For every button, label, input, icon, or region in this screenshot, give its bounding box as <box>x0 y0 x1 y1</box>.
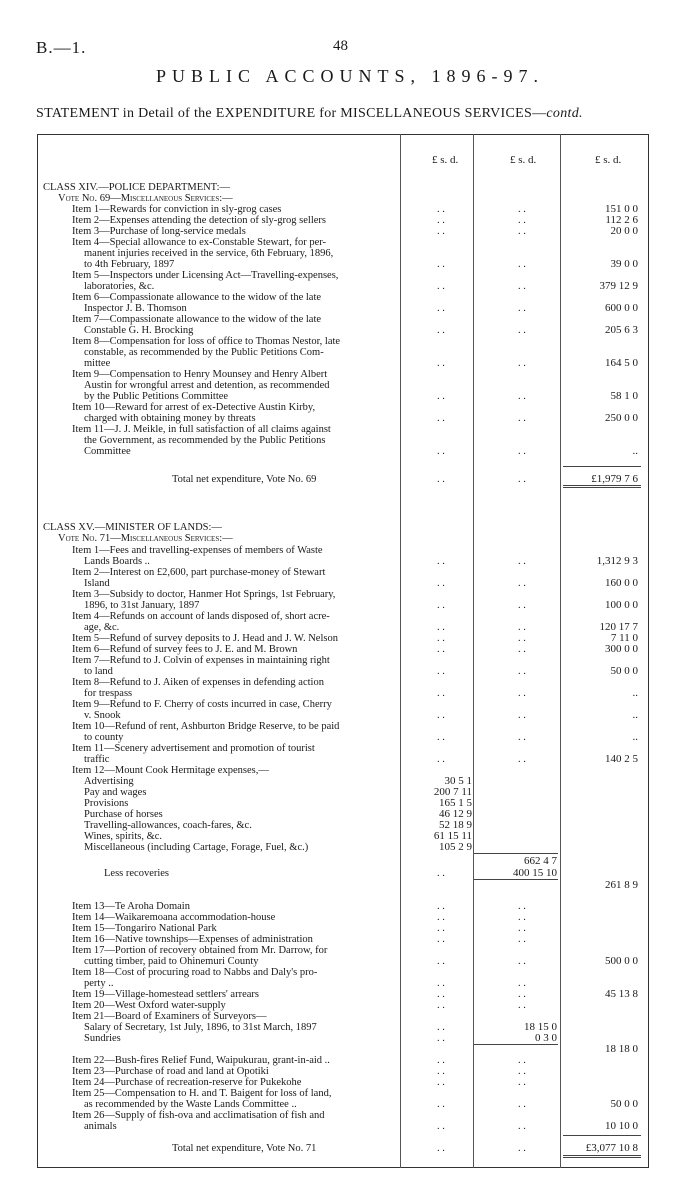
leader-dots: . . <box>518 325 526 336</box>
leader-dots: . . <box>437 578 445 589</box>
leader-dots: . . <box>518 281 526 292</box>
leader-dots: . . <box>437 1022 445 1033</box>
less-recoveries-label: Less recoveries <box>104 868 170 879</box>
hermitage-item: Pay and wages <box>84 787 147 798</box>
line-item: Item 22—Bush-fires Relief Fund, Waipukurau, grant-in-aid .. <box>72 1055 330 1066</box>
statement-heading-main: STATEMENT in Detail of the EXPENDITURE for MISCELLANEOUS SERVICES— <box>36 106 547 121</box>
statement-heading-contd: contd. <box>546 106 583 121</box>
sum-rule <box>563 1135 641 1136</box>
amount: 7 11 0 <box>610 632 638 644</box>
hermitage-item: Miscellaneous (including Cartage, Forage, Fuel, &c.) <box>84 842 309 853</box>
line-item: Item 23—Purchase of road and land at Opotiki <box>72 1066 269 1077</box>
line-item: Island <box>84 578 110 589</box>
leader-dots: . . <box>437 204 445 215</box>
hermitage-item: Wines, spirits, &c. <box>84 831 163 842</box>
amount: 600 0 0 <box>605 302 638 314</box>
amount: 205 6 3 <box>605 324 638 336</box>
sum-rule <box>474 879 558 880</box>
leader-dots: . . <box>437 446 445 457</box>
line-item: traffic <box>84 754 110 765</box>
class-heading: CLASS XV.—MINISTER OF LANDS:— <box>43 522 222 533</box>
line-item: Sundries <box>84 1033 121 1044</box>
leader-dots: . . <box>518 578 526 589</box>
leader-dots: . . <box>518 1055 526 1066</box>
line-item: Item 2—Interest on £2,600, part purchase-money of Stewart <box>72 567 326 578</box>
line-item: Item 10—Refund of rent, Ashburton Bridge Reserve, to be paid <box>72 721 340 732</box>
amount: .. <box>632 687 638 699</box>
line-item: animals <box>84 1121 117 1132</box>
class-heading: CLASS XIV.—POLICE DEPARTMENT:— <box>43 182 230 193</box>
line-item: Item 12—Mount Cook Hermitage expenses,— <box>72 765 269 776</box>
sum-rule <box>563 487 641 488</box>
leader-dots: . . <box>518 204 526 215</box>
leader-dots: . . <box>437 1000 445 1011</box>
amount: 112 2 6 <box>605 214 638 226</box>
leader-dots: . . <box>518 303 526 314</box>
hermitage-amount: 200 7 11 <box>433 786 472 798</box>
column-header-3: £ s. d. <box>595 154 622 166</box>
leader-dots: . . <box>518 556 526 567</box>
line-item: as recommended by the Waste Lands Committee .. <box>84 1099 297 1110</box>
line-item: Item 2—Expenses attending the detection of sly-grog sellers <box>72 215 326 226</box>
leader-dots: . . <box>437 600 445 611</box>
line-item: Item 1—Fees and travelling-expenses of members of Waste <box>72 545 323 556</box>
line-item: Item 4—Refunds on account of lands disposed of, short acre- <box>72 611 330 622</box>
amount: 1,312 9 3 <box>596 555 638 567</box>
line-item: 1896, to 31st January, 1897 <box>84 600 200 611</box>
amount: 500 0 0 <box>605 955 638 967</box>
leader-dots: . . <box>437 644 445 655</box>
statement-heading <box>36 106 583 122</box>
hermitage-gross: 662 4 7 <box>524 855 557 867</box>
leader-dots: . . <box>437 754 445 765</box>
line-item: Item 21—Board of Examiners of Surveyors— <box>72 1011 267 1022</box>
amount: 250 0 0 <box>605 412 638 424</box>
leader-dots: . . <box>437 358 445 369</box>
vote-heading: Vote No. 71—Miscellaneous Services:— <box>58 533 233 544</box>
leader-dots: . . <box>437 259 445 270</box>
vote-total-amount: £3,077 10 8 <box>585 1142 638 1154</box>
leader-dots: . . <box>518 259 526 270</box>
leader-dots: . . <box>518 1066 526 1077</box>
sum-rule <box>563 485 641 486</box>
amount: 120 17 7 <box>599 621 638 633</box>
line-item: Item 5—Inspectors under Licensing Act—Travelling-expenses, <box>72 270 339 281</box>
leader-dots: . . <box>437 474 445 485</box>
hermitage-amount: 52 18 9 <box>439 819 472 831</box>
leader-dots: . . <box>518 474 526 485</box>
leader-dots: . . <box>518 633 526 644</box>
amount: 20 0 0 <box>610 225 638 237</box>
leader-dots: . . <box>437 1121 445 1132</box>
amount: 151 0 0 <box>605 203 638 215</box>
leader-dots: . . <box>518 413 526 424</box>
line-item: Item 3—Subsidy to doctor, Hanmer Hot Springs, 1st February, <box>72 589 336 600</box>
leader-dots: . . <box>518 978 526 989</box>
leader-dots: . . <box>437 633 445 644</box>
line-item: cutting timber, paid to Ohinemuri County <box>84 956 259 967</box>
amount: 100 0 0 <box>605 599 638 611</box>
hermitage-amount: 30 5 1 <box>444 775 472 787</box>
page-number: 48 <box>333 38 348 54</box>
line-item: Item 8—Refund to J. Aiken of expenses in defending action <box>72 677 324 688</box>
leader-dots: . . <box>437 325 445 336</box>
leader-dots: . . <box>518 215 526 226</box>
leader-dots: . . <box>437 1077 445 1088</box>
line-item: Item 20—West Oxford water-supply <box>72 1000 226 1011</box>
leader-dots: . . <box>518 732 526 743</box>
line-item: Item 17—Portion of recovery obtained from Mr. Darrow, for <box>72 945 328 956</box>
leader-dots: . . <box>437 215 445 226</box>
vote-total-label: Total net expenditure, Vote No. 71 <box>172 1143 317 1154</box>
leader-dots: . . <box>437 688 445 699</box>
leader-dots: . . <box>518 358 526 369</box>
page-title: PUBLIC ACCOUNTS, 1896-97. <box>155 66 545 86</box>
line-item: age, &c. <box>84 622 120 633</box>
leader-dots: . . <box>518 446 526 457</box>
line-item: to land <box>84 666 113 677</box>
hermitage-item: Travelling-allowances, coach-fares, &c. <box>84 820 252 831</box>
line-item: Lands Boards .. <box>84 556 150 567</box>
leader-dots: . . <box>518 226 526 237</box>
column-divider <box>400 134 401 1168</box>
leader-dots: . . <box>518 934 526 945</box>
amount: 300 0 0 <box>605 643 638 655</box>
hermitage-item: Purchase of horses <box>84 809 163 820</box>
vote-total-label: Total net expenditure, Vote No. 69 <box>172 474 317 485</box>
leader-dots: . . <box>437 912 445 923</box>
amount: 39 0 0 <box>610 258 638 270</box>
leader-dots: . . <box>437 1033 445 1044</box>
line-item: Item 10—Reward for arrest of ex-Detective Austin Kirby, <box>72 402 316 413</box>
line-item: Item 19—Village-homestead settlers' arrears <box>72 989 259 1000</box>
vote-heading: Vote No. 69—Miscellaneous Services:— <box>58 193 233 204</box>
line-item: Item 9—Refund to F. Cherry of costs incurred in case, Cherry <box>72 699 332 710</box>
leader-dots: . . <box>518 644 526 655</box>
amount: 50 0 0 <box>610 1098 638 1110</box>
leader-dots: . . <box>518 956 526 967</box>
hermitage-net: 261 8 9 <box>605 879 638 891</box>
vote-total-amount: £1,979 7 6 <box>591 473 638 485</box>
line-item: to county <box>84 732 124 743</box>
surveyors-net: 18 18 0 <box>605 1043 638 1055</box>
surveyors-amount: 0 3 0 <box>535 1032 557 1044</box>
hermitage-amount: 46 12 9 <box>439 808 472 820</box>
line-item: Item 4—Special allowance to ex-Constable Stewart, for per- <box>72 237 327 248</box>
leader-dots: . . <box>437 901 445 912</box>
leader-dots: . . <box>437 989 445 1000</box>
line-item: manent injuries received in the service, 6th February, 1896, <box>84 248 334 259</box>
leader-dots: . . <box>518 989 526 1000</box>
line-item: charged with obtaining money by threats <box>84 413 256 424</box>
leader-dots: . . <box>518 901 526 912</box>
line-item: Item 7—Compassionate allowance to the widow of the late <box>72 314 322 325</box>
hermitage-amount: 61 15 11 <box>433 830 472 842</box>
leader-dots: . . <box>437 732 445 743</box>
line-item: Item 7—Refund to J. Colvin of expenses in maintaining right <box>72 655 330 666</box>
leader-dots: . . <box>437 413 445 424</box>
line-item: v. Snook <box>84 710 121 721</box>
line-item: Item 13—Te Aroha Domain <box>72 901 190 912</box>
line-item: Item 25—Compensation to H. and T. Baigent for loss of land, <box>72 1088 332 1099</box>
leader-dots: . . <box>437 666 445 677</box>
sum-rule <box>474 853 558 854</box>
leader-dots: . . <box>518 1099 526 1110</box>
sum-rule <box>563 1157 641 1158</box>
column-header-2: £ s. d. <box>510 154 537 166</box>
line-item: Committee <box>84 446 131 457</box>
leader-dots: . . <box>437 622 445 633</box>
leader-dots: . . <box>437 391 445 402</box>
line-item: Item 6—Compassionate allowance to the widow of the late <box>72 292 322 303</box>
line-item: perty .. <box>84 978 114 989</box>
line-item: Item 26—Supply of fish-ova and acclimatisation of fish and <box>72 1110 325 1121</box>
leader-dots: . . <box>437 1066 445 1077</box>
leader-dots: . . <box>518 1143 526 1154</box>
leader-dots: . . <box>437 923 445 934</box>
line-item: constable, as recommended by the Public Petitions Com- <box>84 347 324 358</box>
leader-dots: . . <box>518 912 526 923</box>
column-header-1: £ s. d. <box>432 154 459 166</box>
leader-dots: . . <box>437 1055 445 1066</box>
line-item: mittee <box>84 358 111 369</box>
leader-dots: . . <box>437 978 445 989</box>
column-divider <box>473 134 474 1168</box>
line-item: Item 8—Compensation for loss of office to Thomas Nestor, late <box>72 336 341 347</box>
leader-dots: . . <box>518 923 526 934</box>
leader-dots: . . <box>518 1077 526 1088</box>
hermitage-item: Advertising <box>84 776 134 787</box>
leader-dots: . . <box>437 226 445 237</box>
line-item: Item 16—Native townships—Expenses of administration <box>72 934 313 945</box>
line-item: Item 24—Purchase of recreation-reserve for Pukekohe <box>72 1077 302 1088</box>
leader-dots: . . <box>437 710 445 721</box>
line-item: Item 14—Waikaremoana accommodation-house <box>72 912 276 923</box>
line-item: Item 18—Cost of procuring road to Nabbs and Daly's pro- <box>72 967 318 978</box>
hermitage-amount: 105 2 9 <box>439 841 472 853</box>
line-item: Item 6—Refund of survey fees to J. E. and M. Brown <box>72 644 298 655</box>
leader-dots: . . <box>518 688 526 699</box>
less-recoveries-amount: 400 15 10 <box>513 867 557 879</box>
leader-dots: . . <box>437 868 445 879</box>
leader-dots: . . <box>437 303 445 314</box>
column-divider <box>560 134 561 1168</box>
document-reference: B.—1. <box>36 38 87 57</box>
leader-dots: . . <box>437 934 445 945</box>
leader-dots: . . <box>437 1099 445 1110</box>
line-item: Inspector J. B. Thomson <box>84 303 187 314</box>
amount: 164 5 0 <box>605 357 638 369</box>
line-item: Constable G. H. Brocking <box>84 325 194 336</box>
amount: 140 2 5 <box>605 753 638 765</box>
leader-dots: . . <box>518 1000 526 1011</box>
amount: 45 13 8 <box>605 988 638 1000</box>
amount: 58 1 0 <box>610 390 638 402</box>
line-item: laboratories, &c. <box>84 281 155 292</box>
leader-dots: . . <box>518 600 526 611</box>
line-item: Item 15—Tongariro National Park <box>72 923 217 934</box>
surveyors-amount: 18 15 0 <box>524 1021 557 1033</box>
leader-dots: . . <box>518 622 526 633</box>
leader-dots: . . <box>437 956 445 967</box>
line-item: Item 5—Refund of survey deposits to J. Head and J. W. Nelson <box>72 633 338 644</box>
line-item: to 4th February, 1897 <box>84 259 175 270</box>
sum-rule <box>563 466 641 467</box>
line-item: Item 1—Rewards for conviction in sly-grog cases <box>72 204 282 215</box>
amount: .. <box>632 445 638 457</box>
leader-dots: . . <box>437 281 445 292</box>
line-item: Item 9—Compensation to Henry Mounsey and Henry Albert <box>72 369 328 380</box>
leader-dots: . . <box>518 391 526 402</box>
hermitage-amount: 165 1 5 <box>439 797 472 809</box>
line-item: Austin for wrongful arrest and detention, as recommended <box>84 380 330 391</box>
amount: 10 10 0 <box>605 1120 638 1132</box>
line-item: by the Public Petitions Committee <box>84 391 229 402</box>
line-item: Salary of Secretary, 1st July, 1896, to 31st March, 1897 <box>84 1022 317 1033</box>
line-item: for trespass <box>84 688 133 699</box>
amount: .. <box>632 709 638 721</box>
line-item: Item 3—Purchase of long-service medals <box>72 226 246 237</box>
line-item: Item 11—J. J. Meikle, in full satisfaction of all claims against <box>72 424 331 435</box>
leader-dots: . . <box>437 556 445 567</box>
leader-dots: . . <box>437 1143 445 1154</box>
amount: .. <box>632 731 638 743</box>
leader-dots: . . <box>518 710 526 721</box>
leader-dots: . . <box>518 666 526 677</box>
leader-dots: . . <box>518 754 526 765</box>
hermitage-item: Provisions <box>84 798 129 809</box>
amount: 379 12 9 <box>599 280 638 292</box>
leader-dots: . . <box>518 1121 526 1132</box>
amount: 160 0 0 <box>605 577 638 589</box>
amount: 50 0 0 <box>610 665 638 677</box>
line-item: Item 11—Scenery advertisement and promotion of tourist <box>72 743 315 754</box>
line-item: the Government, as recommended by the Public Petitions <box>84 435 326 446</box>
sum-rule <box>474 1044 558 1045</box>
sum-rule <box>563 1155 641 1156</box>
